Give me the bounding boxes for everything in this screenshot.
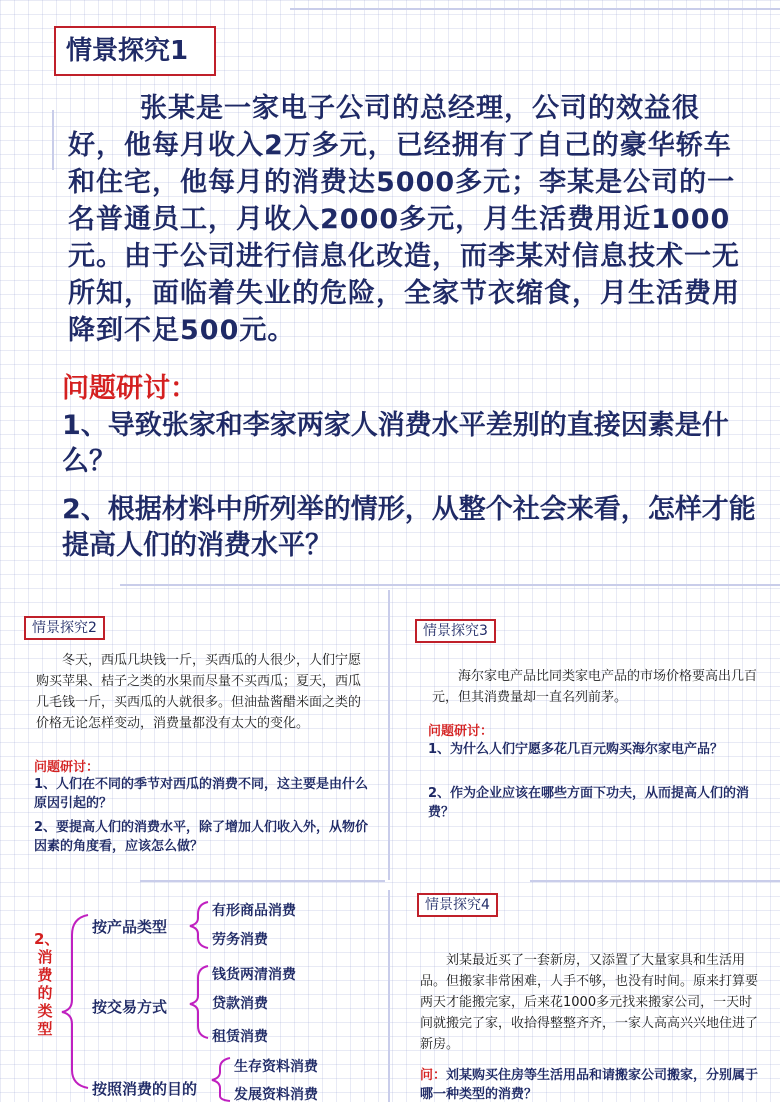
diagram-category-2: 按交易方式 <box>92 998 168 1016</box>
diagram-item: 钱货两清消费 <box>212 967 296 983</box>
slide3-title: 情景探究3 <box>415 619 496 643</box>
slide3-question-1: 1、为什么人们宁愿多花几百元购买海尔家电产品？ <box>428 742 724 757</box>
diagram-item: 生存资料消费 <box>234 1059 318 1075</box>
slide1-question-heading: 问题研讨： <box>62 373 197 404</box>
category3-brace <box>212 1058 230 1101</box>
diagram-category-3: 按照消费的目的 <box>92 1080 198 1098</box>
slide2-question-2: 2、要提高人们的消费水平，除了增加人们收入外，从物价因素的角度看，应该怎么做？ <box>34 820 369 854</box>
diagram-item: 发展资料消费 <box>234 1087 318 1102</box>
slide2-title: 情景探究2 <box>24 616 105 640</box>
slide1-question-2: 2、根据材料中所列举的情形，从整个社会来看，怎样才能提高人们的消费水平？ <box>62 494 756 561</box>
diagram-item: 贷款消费 <box>212 996 268 1012</box>
slide3-question-heading: 问题研讨： <box>428 724 494 739</box>
diagram-item: 有形商品消费 <box>212 903 296 919</box>
slide4-question-text: 刘某购买住房等生活用品和请搬家公司搬家，分别属于哪一种类型的消费？ <box>420 1068 759 1102</box>
slide2-question-heading: 问题研讨： <box>34 760 100 775</box>
diagram-side-label: 2、消费的类型 <box>34 930 60 1038</box>
category1-brace <box>190 902 208 948</box>
slide1-body: 张某是一家电子公司的总经理，公司的效益很好，他每月收入2万多元，已经拥有了自己的豪华轿车和住宅，他每月的消费达5000多元；李某是公司的一名普通员工，月收入2000多元，月生活费用近1000元。由于公司进行信息化改造，而李某对信息技术一无所知，面临着失业的危险，全家节衣缩食，月生活费用降到不足500元。 <box>68 93 740 346</box>
diagram-item: 劳务消费 <box>212 932 268 948</box>
slide2-question-1: 1、人们在不同的季节对西瓜的消费不同，这主要是由什么原因引起的？ <box>34 777 369 811</box>
diagram-item: 租赁消费 <box>212 1029 268 1045</box>
category2-brace <box>190 966 208 1038</box>
main-brace <box>62 915 88 1088</box>
slide4-title: 情景探究4 <box>417 893 498 917</box>
slide3-body: 海尔家电产品比同类家电产品的市场价格要高出几百元，但其消费量却一直名列前茅。 <box>432 669 758 705</box>
slide2-body: 冬天，西瓜几块钱一斤，买西瓜的人很少，人们宁愿购买苹果、桔子之类的水果而尽量不买西瓜；夏天，西瓜几毛钱一斤，买西瓜的人就很多。但油盐酱醋米面之类的价格无论怎样变动，消费量都没有太大的变化。 <box>36 653 362 731</box>
slide4-question-prefix: 问： <box>420 1068 447 1083</box>
slide4-body: 刘某最近买了一套新房，又添置了大量家具和生活用品。但搬家非常困难，人手不够，也没有时间。原来打算要两天才能搬完家，后来花1000多元找来搬家公司，一天时间就搬完了家，收拾得整整齐齐，一家人高高兴兴地住进了新房。 <box>420 953 759 1052</box>
slide1-question-1: 1、导致张家和李家两家人消费水平差别的直接因素是什么？ <box>62 410 729 477</box>
slide3-question-2: 2、作为企业应该在哪些方面下功夫，从而提高人们的消费？ <box>428 786 750 820</box>
diagram-category-1: 按产品类型 <box>92 918 168 936</box>
slide1-title: 情景探究1 <box>54 26 216 76</box>
